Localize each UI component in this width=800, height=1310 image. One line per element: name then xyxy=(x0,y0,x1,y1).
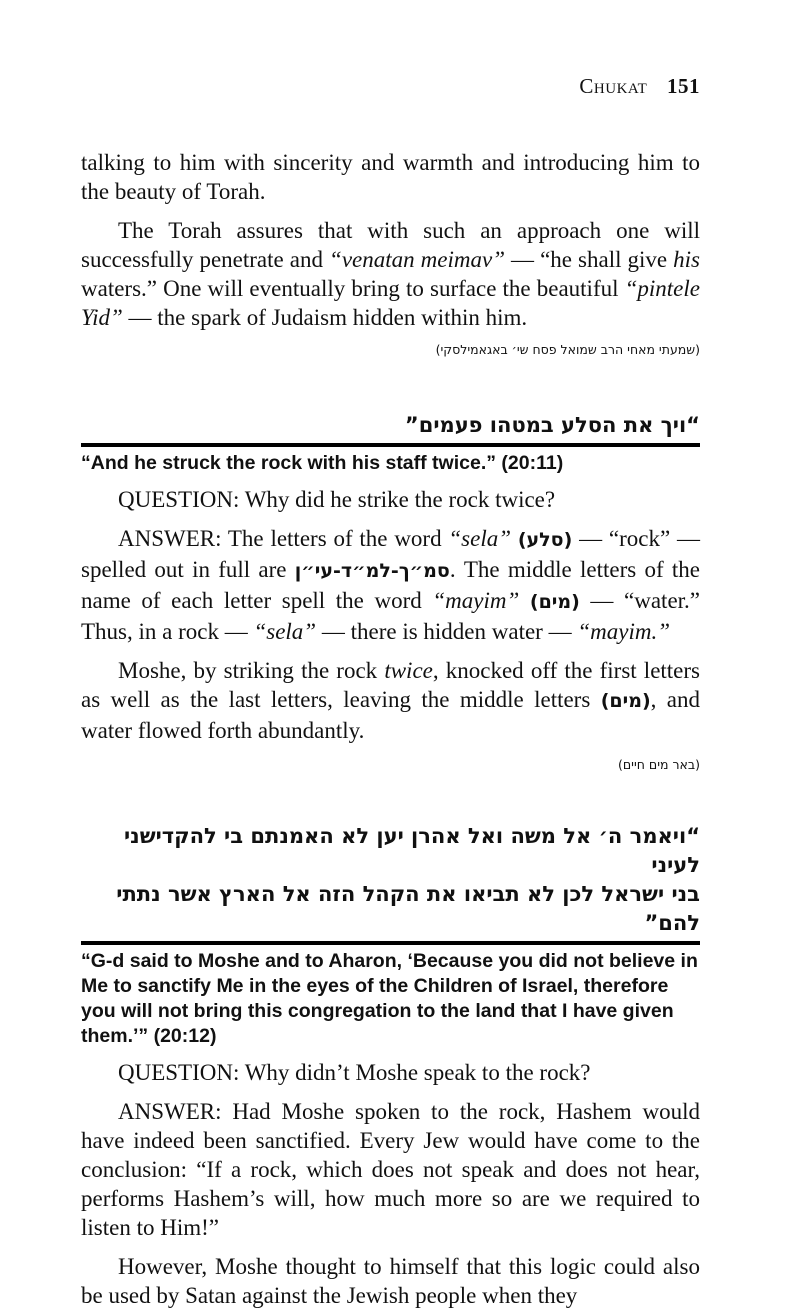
running-header xyxy=(579,74,700,99)
heading-rule xyxy=(81,443,700,447)
hebrew-verse-heading-line: “ויאמר ה׳ אל משה ואל אהרן יען לא האמנתם בי להקדישני לעיני xyxy=(124,824,700,877)
answer-paragraph: ANSWER: Had Moshe spoken to the rock, Hashem would have indeed been sanctified. Every Jew would have come to the conclusion: “If a rock, which does not speak and does not hear, performs Hashem’s will, how much more so are we required to listen to Him!” xyxy=(81,1099,700,1240)
page-body xyxy=(81,148,700,1310)
intro-paragraph: talking to him with sincerity and warmth and introducing him to the beauty of Torah. xyxy=(81,150,700,204)
answer-paragraph: ANSWER: The letters of the word “sela” (סלע) — “rock” — spelled out in full are סמ״ך-למ״ד-עי״ן. The middle letters of the name of each letter spell the word “mayim” (מים) — “water.” Thus, in a rock — “sela” — there is hidden water — “mayim.” xyxy=(81,526,701,644)
source-citation: (באר מים חיים) xyxy=(618,757,700,772)
continuation-paragraph: However, Moshe thought to himself that this logic could also be used by Satan against the Jewish people when they xyxy=(81,1254,700,1308)
english-verse-heading: “G-d said to Moshe and to Aharon, ‘Because you did not believe in Me to sanctify Me in the eyes of the Children of Israel, therefore you will not bring this congregation to the land that I have given them.’” (20:12) xyxy=(81,950,698,1047)
hebrew-verse-heading: “ויך את הסלע במטהו פעמים” xyxy=(404,413,700,437)
chapter-title: Chukat xyxy=(579,74,648,98)
heading-rule xyxy=(81,941,700,945)
explanation-paragraph: Moshe, by striking the rock twice, knocked off the first letters as well as the last letters, leaving the middle letters (מים), and water flowed forth abundantly. xyxy=(81,658,701,743)
question-paragraph: QUESTION: Why didn’t Moshe speak to the rock? xyxy=(118,1060,591,1085)
question-paragraph: QUESTION: Why did he strike the rock twice? xyxy=(118,487,556,512)
page-number: 151 xyxy=(667,74,700,98)
source-citation: (שמעתי מאחי הרב שמואל פסח שי׳ באגאמילסקי) xyxy=(435,342,700,357)
english-verse-heading: “And he struck the rock with his staff twice.” (20:11) xyxy=(81,452,564,474)
intro-paragraph-2: The Torah assures that with such an approach one will successfully penetrate and “venatan meimav” — “he shall give his waters.” One will eventually bring to surface the beautiful “pintele Yid” — the spark of Judaism hidden within him. xyxy=(81,218,700,330)
hebrew-verse-heading-line: בני ישראל לכן לא תביאו את הקהל הזה אל הארץ אשר נתתי להם” xyxy=(116,882,700,935)
